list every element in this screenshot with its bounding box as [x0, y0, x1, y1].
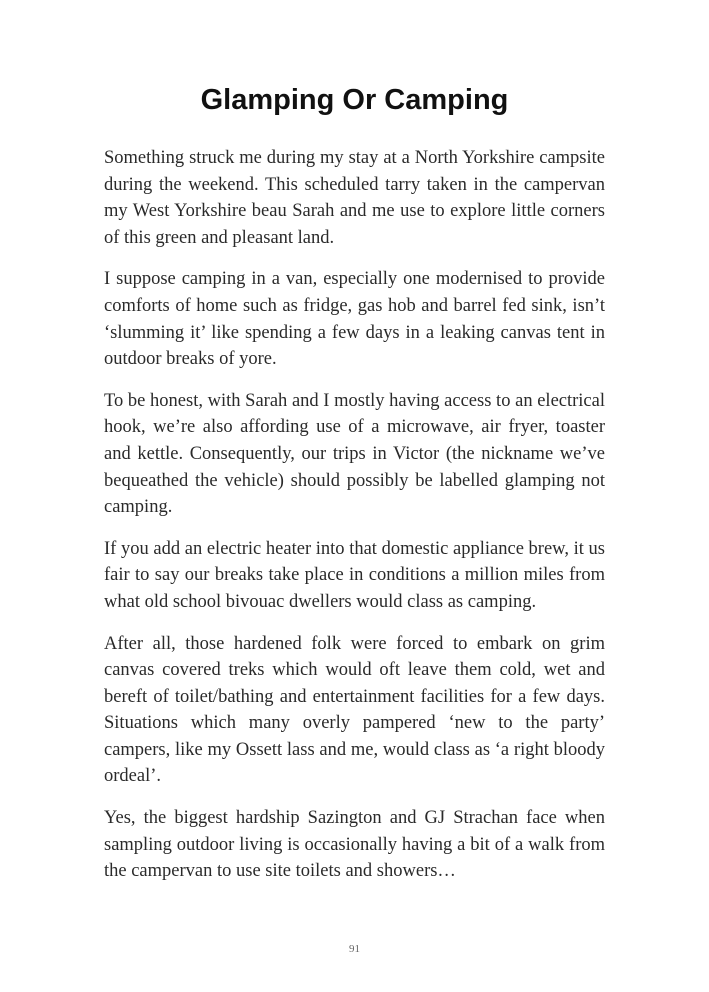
paragraph-5: After all, those hardened folk were forced to embark on grim canvas covered treks which would oft leave them cold, wet and bereft of toilet/bathing and entertainment facilities for a few days. Situations which many overly pampered ‘new to the party’ campers, like my Ossett lass and me, would class as ‘a right bloody ordeal’.	[104, 633, 605, 787]
page-number: 91	[349, 943, 360, 955]
paragraph-1: Something struck me during my stay at a North Yorkshire campsite during the weekend. This scheduled tarry taken in the campervan my West Yorkshire beau Sarah and me use to explore little corners of this green and pleasant land.	[104, 148, 605, 248]
paragraph-3: To be honest, with Sarah and I mostly having access to an electrical hook, we’re also affording use of a microwave, air fryer, toaster and kettle. Consequently, our trips in Victor (the nickname we’ve bequeathed the vehicle) should possibly be labelled glamping not camping.	[104, 390, 605, 518]
paragraph-4: If you add an electric heater into that domestic appliance brew, it us fair to say our breaks take place in conditions a million miles from what old school bivouac dwellers would class as camping.	[104, 538, 605, 612]
paragraph-2: I suppose camping in a van, especially one modernised to provide comforts of home such as fridge, gas hob and barrel fed sink, isn’t ‘slumming it’ like spending a few days in a leaking canvas tent in outdoor breaks of yore.	[104, 269, 605, 370]
page-title: Glamping Or Camping	[200, 84, 509, 116]
article-body	[104, 145, 605, 900]
paragraph-6: Yes, the biggest hardship Sazington and GJ Strachan face when sampling outdoor living is occasionally having a bit of a walk from the campervan to use site toilets and showers…	[104, 808, 605, 882]
